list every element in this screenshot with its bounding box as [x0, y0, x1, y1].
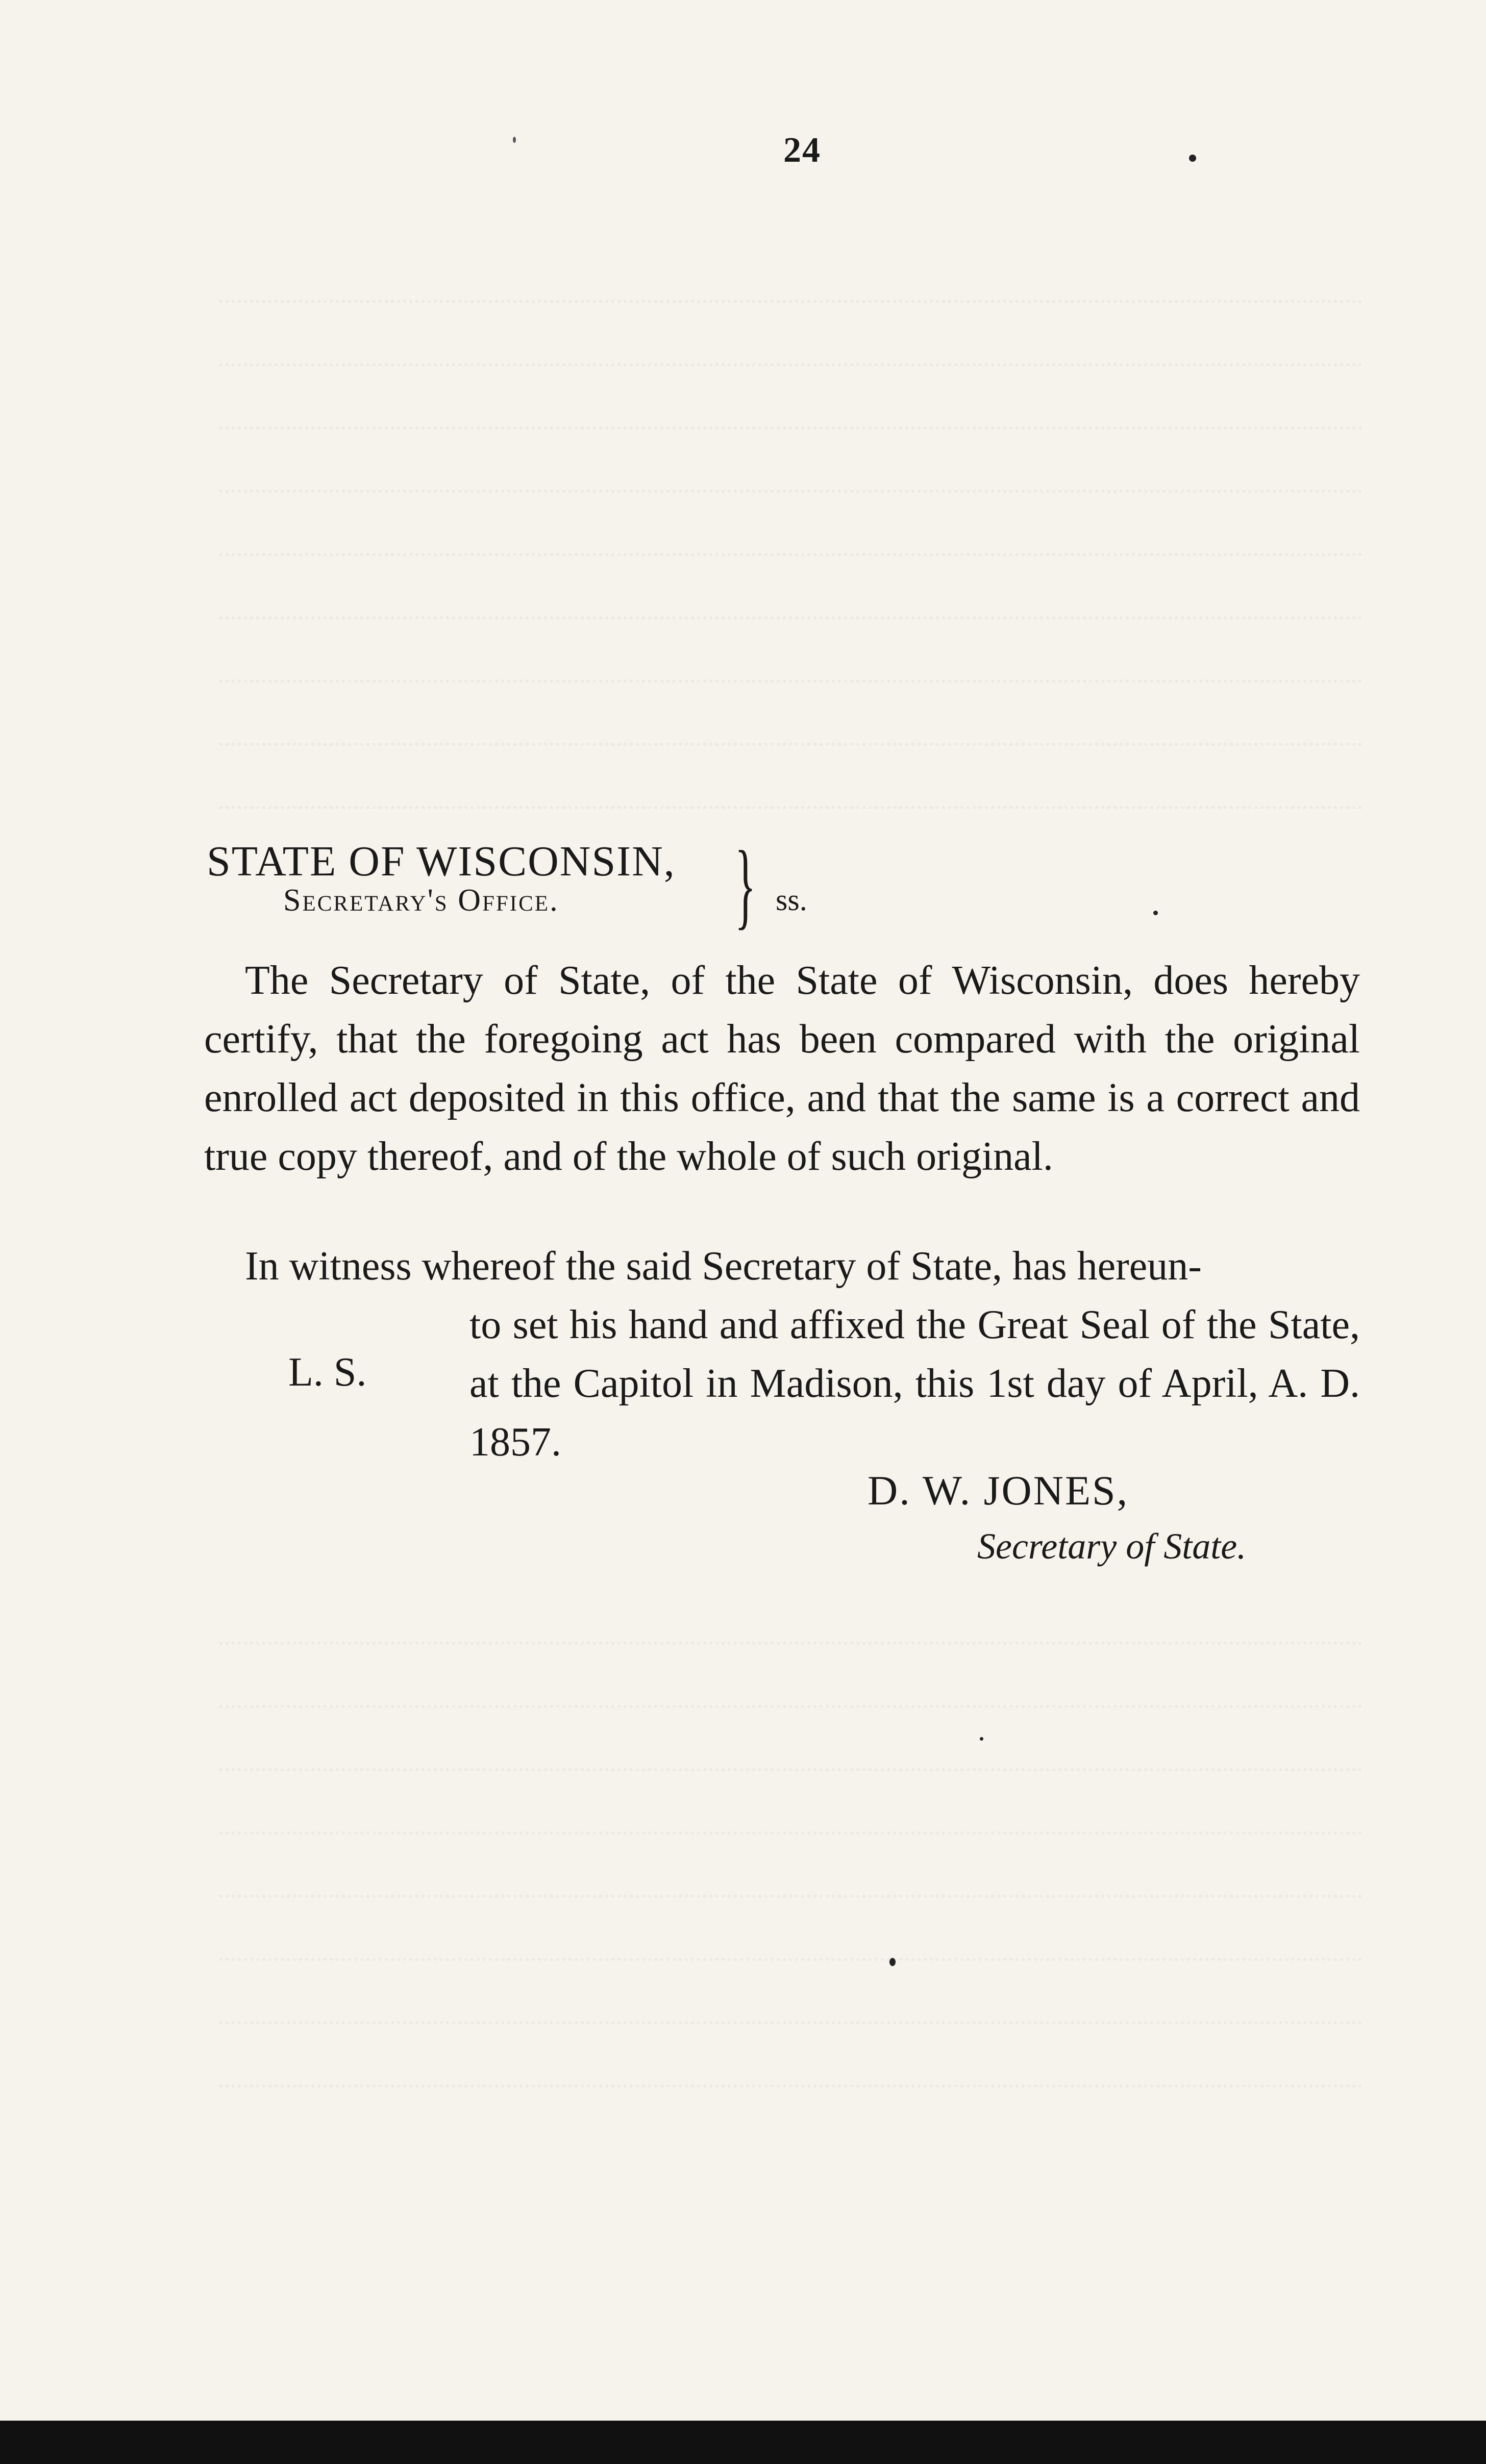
venue-abbreviation: ss. [776, 883, 807, 917]
witness-continuation: to set his hand and affixed the Great Seal of the State, at the Capitol in Madison, this 1st day of April, A. D. 1857. [469, 1302, 1360, 1465]
seal-mark: L. S. [288, 1350, 367, 1395]
bleed-through-texture [219, 240, 1363, 826]
scan-bottom-edge [0, 2421, 1486, 2464]
brace-mark: } [735, 832, 756, 939]
certification-paragraph: The Secretary of State, of the State of Wisconsin, does hereby certify, that the foregoing act has been compared with the original enrolled act deposited in this office, and that the same is a correct and true copy thereof, and of the whole of such original. [204, 958, 1360, 1179]
witness-opening-line: In witness whereof the said Secretary of State, has hereun- [245, 1244, 1202, 1289]
state-heading: STATE OF WISCONSIN, [207, 838, 676, 885]
page-number: 24 [783, 131, 821, 170]
signer-title: Secretary of State. [977, 1526, 1247, 1567]
office-heading: Secretary's Office. [283, 883, 559, 918]
bleed-through-texture-lower [219, 1581, 1363, 2092]
signer-name: D. W. JONES, [868, 1467, 1129, 1514]
